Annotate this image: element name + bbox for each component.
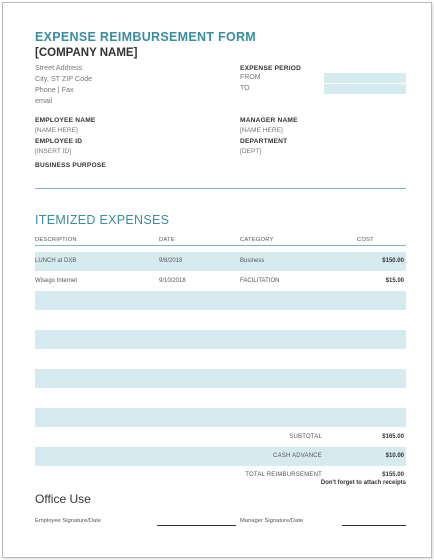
period-to-field[interactable] (324, 84, 406, 94)
department-label: DEPARTMENT (240, 138, 288, 145)
employee-id-field[interactable]: [INSERT ID] (35, 148, 72, 155)
total-reimbursement-label: TOTAL REIMBURSEMENT (245, 472, 322, 478)
department-field[interactable]: [DEPT] (240, 148, 262, 155)
row-cost[interactable]: $150.00 (382, 258, 404, 264)
office-use-title: Office Use (35, 492, 91, 506)
business-purpose-label: BUSINESS PURPOSE (35, 162, 106, 169)
form-title: EXPENSE REIMBURSEMENT FORM (35, 30, 257, 44)
row-date[interactable]: 9/8/2018 (159, 258, 183, 264)
subtotal-row (35, 428, 406, 447)
receipts-reminder: Don't forget to attach receipts (320, 480, 406, 486)
email[interactable]: email (35, 96, 53, 105)
employee-id-label: EMPLOYEE ID (35, 138, 83, 145)
company-name[interactable]: [COMPANY NAME] (35, 47, 138, 59)
table-row[interactable] (35, 389, 406, 408)
employee-signature-line[interactable] (157, 525, 236, 526)
period-from-field[interactable] (324, 73, 406, 83)
total-reimbursement-value: $155.00 (382, 472, 404, 478)
itemized-expenses-title: ITEMIZED EXPENSES (35, 213, 170, 227)
subtotal-value: $165.00 (382, 434, 404, 440)
table-row[interactable] (35, 408, 406, 427)
period-from-label: FROM (240, 74, 261, 81)
row-date[interactable]: 9/10/2018 (159, 277, 186, 284)
table-row[interactable] (35, 350, 406, 369)
cash-advance-row[interactable] (35, 447, 406, 466)
row-cost[interactable]: $15.00 (385, 277, 404, 284)
expense-period-label: EXPENSE PERIOD (240, 65, 302, 72)
table-row[interactable] (35, 252, 406, 271)
purpose-divider (35, 188, 406, 189)
street-address[interactable]: Street Address (35, 63, 83, 72)
manager-name-field[interactable]: [NAME HERE] (240, 127, 283, 134)
employee-signature-label: Employee Signature/Date (35, 518, 102, 524)
col-header-date: DATE (159, 237, 175, 243)
col-header-cost: COST (357, 237, 374, 243)
table-row[interactable] (35, 311, 406, 330)
row-description[interactable]: LUNCH at DXB (35, 258, 77, 264)
employee-name-label: EMPLOYEE NAME (35, 117, 96, 124)
manager-signature-label: Manager Signature/Date (240, 518, 304, 524)
header-rule (35, 245, 406, 246)
row-category[interactable]: Business (240, 258, 265, 264)
col-header-category: CATEGORY (240, 237, 274, 243)
table-row[interactable] (35, 272, 406, 291)
table-row[interactable] (35, 369, 406, 388)
subtotal-label: SUBTOTAL (289, 434, 322, 440)
table-row[interactable] (35, 291, 406, 310)
manager-name-label: MANAGER NAME (240, 117, 298, 124)
col-header-description: DESCRIPTION (35, 237, 77, 243)
employee-name-field[interactable]: [NAME HERE] (35, 127, 78, 134)
cash-advance-value[interactable]: $10.00 (385, 453, 404, 459)
phone-fax[interactable]: Phone | Fax (35, 85, 74, 94)
row-description[interactable]: Wisego Internet (35, 277, 78, 284)
period-to-label: TO (240, 85, 250, 92)
manager-signature-line[interactable] (342, 525, 406, 526)
cash-advance-label: CASH ADVANCE (273, 453, 322, 459)
table-row[interactable] (35, 330, 406, 349)
city-state-zip[interactable]: City, ST ZIP Code (35, 74, 93, 83)
row-category[interactable]: FACILITATION (240, 277, 280, 284)
